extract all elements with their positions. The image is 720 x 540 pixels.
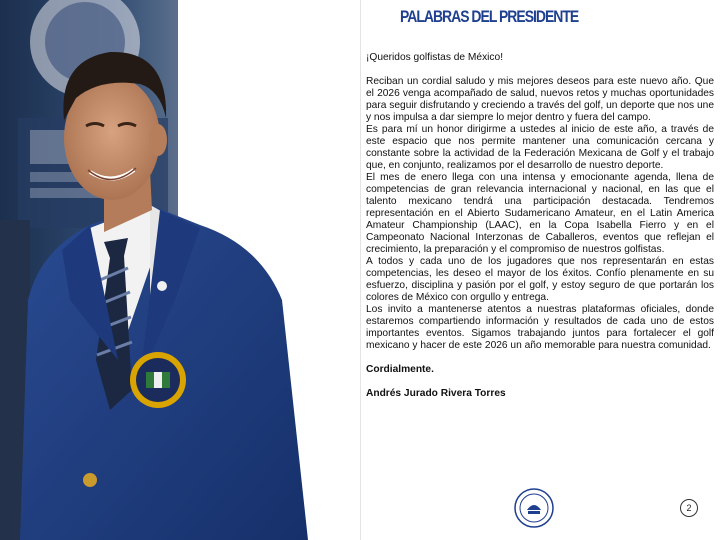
letter-body [366,52,714,400]
letter-paragraph: Los invito a mantenerse atentos a nuestras plataformas oficiales, donde estaremos compartiendo información y resultados de cada uno de estos importantes eventos. Sigamos trabajando juntos para fortalecer el golf mexicano y hacer de este 2026 un año memorable para nuestra comunidad. [366,304,714,351]
page-title: PALABRAS DEL PRESIDENTE [400,7,579,26]
letter-signature: Andrés Jurado Rivera Torres [366,388,506,399]
letter-paragraph: Reciban un cordial saludo y mis mejores deseos para este nuevo año. Que el 2026 venga acompañado de salud, nuevos retos y muchas oportunidades para seguir disfrutando y creciendo a través del golf, un deporte que nos une y nos impulsa a dar siempre lo mejor dentro y fuera del campo. [366,76,714,123]
page-number: 2 [680,499,698,517]
letter-paragraph: El mes de enero llega con una intensa y emocionante agenda, llena de competencias de gran relevancia internacional y nacional, en las que el talento mexicano tendrá una participación destacada. Tendremos representación en el Abierto Sudamericano Amateur, en el Latin America Amateur Championship (LAAC), en la Copa Isabella Fierro y en el Campeonato Nacional Interzonas de Caballeros, eventos que reflejan el crecimiento, la preparación y el compromiso de nuestros golfistas. [366,172,714,255]
federation-seal-icon [514,488,554,528]
letter-paragraph: Es para mí un honor dirigirme a ustedes al inicio de este año, a través de este espacio que nos permite mantener una comunicación cercana y constante sobre la actividad de la Federación Mexicana de Golf y el trabajo que, en conjunto, realizamos por el desarrollo de nuestro deporte. [366,124,714,171]
letter-paragraph: A todos y cada uno de los jugadores que nos representarán en estas competencias, les deseo el mayor de los éxitos. Confío plenamente en su esfuerzo, disciplina y pasión por el golf, y estoy seguro de que portarán los colores de México con orgullo y entrega. [366,256,714,303]
letter-closing: Cordialmente. [366,364,434,375]
column-divider [360,0,361,540]
letter-greeting: ¡Queridos golfistas de México! [366,52,504,63]
